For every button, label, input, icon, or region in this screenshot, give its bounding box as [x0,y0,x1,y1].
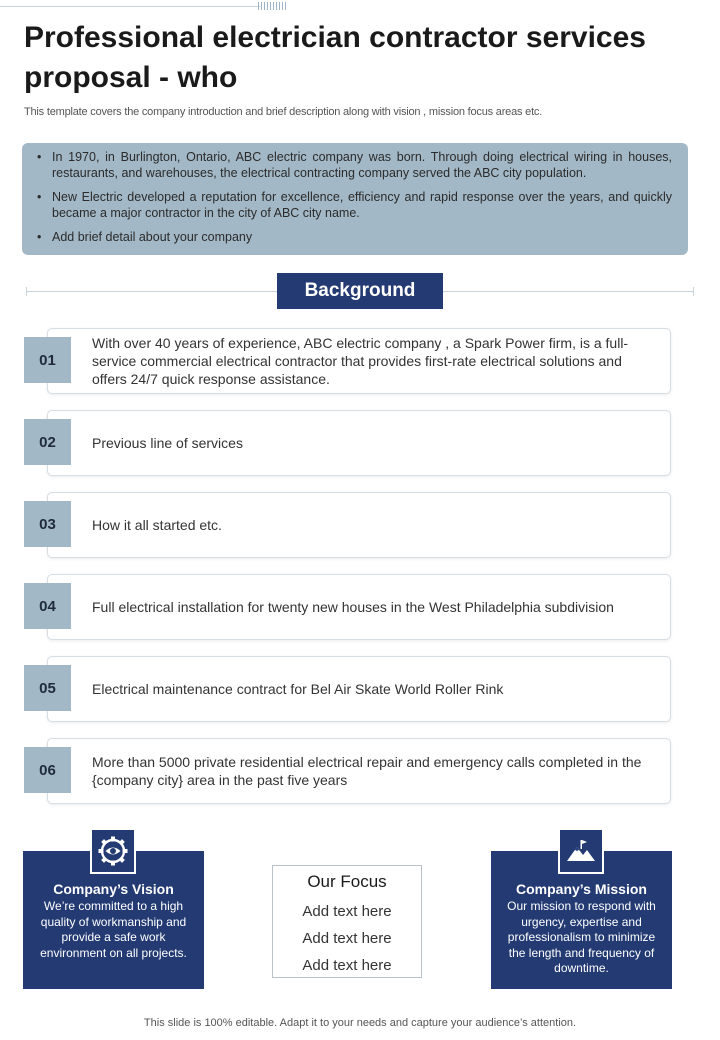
background-heading: Background [277,273,443,309]
focus-item: Add text here [302,903,392,920]
background-item [0,410,720,478]
vision-body: We’re committed to a high quality of workmanship and provide a safe work environment on all projects. [40,899,187,960]
background-item-number: 01 [24,337,71,383]
focus-box [272,865,422,978]
mission-body: Our mission to respond with urgency, expertise and professionalism to minimize the length and frequency of downtime. [507,899,656,975]
background-item-text: More than 5000 private residential electrical repair and emergency calls completed in the {company city} area in the past five years [92,754,642,788]
background-item [0,492,720,560]
mission-icon-box [558,828,604,874]
vision-icon-box [90,828,136,874]
background-item-number: 02 [24,419,71,465]
background-item-number: 04 [24,583,71,629]
background-item [0,328,720,396]
background-divider-cap-left [26,287,27,296]
top-decorative-rule [0,6,260,7]
background-item [0,738,720,806]
background-item-number: 05 [24,665,71,711]
vision-title: Company’s Vision [53,881,174,897]
footer-note: This slide is 100% editable. Adapt it to your needs and capture your audience’s attention. [143,1017,577,1029]
intro-bullet: • New Electric developed a reputation for excellence, efficiency and rapid response over the years, and quickly became a major contractor in the city of ABC city name. [36,190,672,221]
background-item-text: Full electrical installation for twenty new houses in the West Philadelphia subdivision [92,599,614,615]
background-item-text: Previous line of services [92,435,243,451]
mountain-flag-icon [565,837,597,865]
focus-item: Add text here [302,930,392,947]
focus-title: Our Focus [307,872,387,891]
page-title: Professional electrician contractor services proposal - who [24,21,646,94]
background-item-number: 06 [24,747,71,793]
background-item-text: How it all started etc. [92,517,222,533]
intro-bullet: • Add brief detail about your company [36,230,672,246]
top-decorative-ticks [258,2,286,10]
intro-box [22,143,688,255]
page-subtitle: This template covers the company introduction and brief description along with vision , mission focus areas etc. [24,106,543,118]
focus-item: Add text here [302,957,392,974]
background-item [0,574,720,642]
background-item [0,656,720,724]
background-item-text: Electrical maintenance contract for Bel Air Skate World Roller Rink [92,681,504,697]
intro-bullet: • In 1970, in Burlington, Ontario, ABC electric company was born. Through doing electrical wiring in houses, restaurants, and warehouses, the electrical contracting company served the ABC city population. [36,150,672,181]
background-item-number: 03 [24,501,71,547]
eye-gear-icon [97,835,129,867]
background-divider-cap-right [693,287,694,296]
mission-title: Company’s Mission [516,881,647,897]
background-item-text: With over 40 years of experience, ABC electric company , a Spark Power firm, is a full-service commercial electrical contractor that provides first-rate electrical solutions and offers 24/7 quick response assistance. [92,335,629,387]
intro-bullet-list [36,150,672,246]
